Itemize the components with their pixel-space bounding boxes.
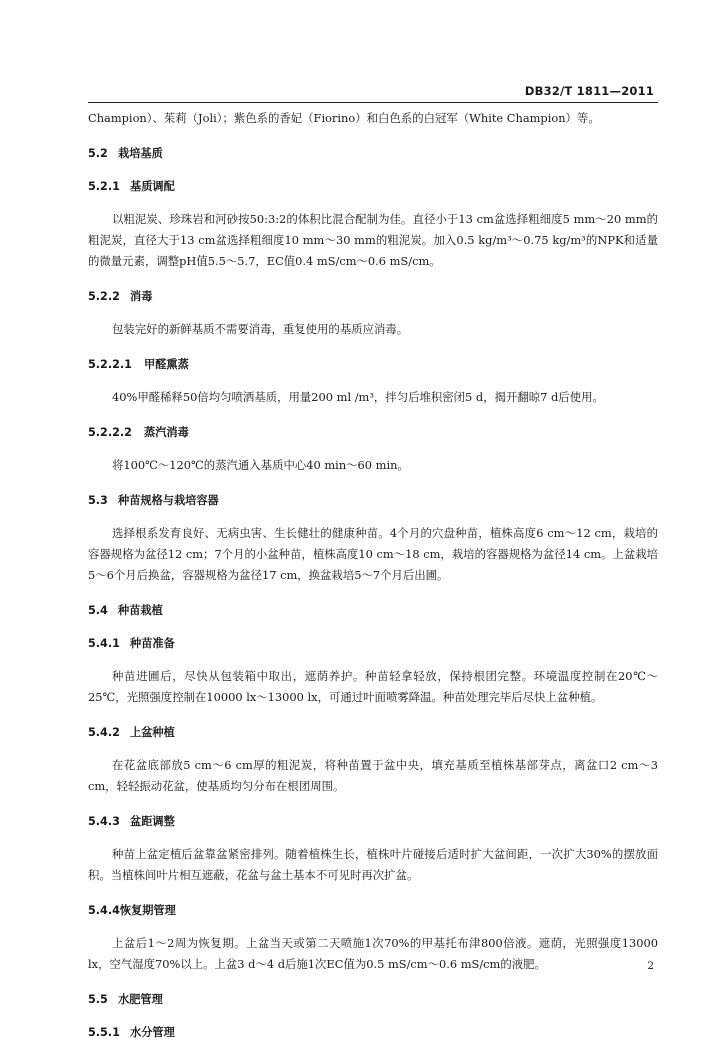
heading-number: 5.4.4 [88, 904, 120, 917]
heading-5-5-1 [88, 1022, 658, 1043]
heading-5-2-1 [88, 176, 658, 197]
document-body [88, 108, 658, 1043]
heading-number: 5.4 [88, 604, 108, 617]
paragraph-5-4-1: 种苗进圃后，尽快从包装箱中取出，遮荫养护。种苗轻拿轻放，保持根团完整。环境温度控制在20℃～25℃，光照强度控制在10000 lx～13000 lx，可通过叶面喷雾降温。种苗处理完毕后尽快上盆种植。 [88, 669, 658, 704]
heading-5-2-2-2 [88, 422, 658, 443]
heading-5-5 [88, 989, 658, 1010]
heading-title: 种苗栽植 [118, 604, 163, 617]
heading-title: 栽培基质 [118, 147, 163, 160]
paragraph-5-2-2-2: 将100℃～120℃的蒸汽通入基质中心40 min～60 min。 [112, 458, 409, 472]
paragraph-5-3: 选择根系发育良好、无病虫害、生长健壮的健康种苗。4个月的穴盘种苗，植株高度6 cm～12 cm，栽培的容器规格为盆径12 cm；7个月的小盆种苗，植株高度10 cm～18 cm，栽培的容器规格为盆径14 cm。上盆栽培5～6个月后换盆，容器规格为盆径17 cm，换盆栽培5～7个月后出圃。 [88, 526, 658, 582]
heading-title: 上盆种植 [130, 726, 175, 739]
heading-title: 盆距调整 [130, 815, 175, 828]
heading-title: 基质调配 [130, 180, 175, 193]
heading-5-4-2 [88, 722, 658, 743]
heading-number: 5.5 [88, 993, 108, 1006]
heading-title: 水分管理 [130, 1026, 175, 1039]
paragraph-5-4-4: 上盆后1～2周为恢复期。上盆当天或第二天喷施1次70%的甲基托布津800倍液。遮荫，光照强度13000 lx，空气湿度70%以上。上盆3 d～4 d后施1次EC值为0.5 mS/cm～0.6 mS/cm的液肥。 [88, 936, 658, 971]
heading-5-2 [88, 143, 658, 164]
header-rule [88, 102, 658, 103]
heading-5-4-1 [88, 633, 658, 654]
heading-title: 种苗准备 [130, 637, 175, 650]
heading-number: 5.4.3 [88, 815, 120, 828]
paragraph-5-4-3: 种苗上盆定植后盆靠盆紧密排列。随着植株生长，植株叶片碰接后适时扩大盆间距，一次扩大30%的摆放面积。当植株间叶片相互遮蔽，花盆与盆土基本不可见时再次扩盆。 [88, 847, 658, 882]
paragraph-5-2-2-1: 40%甲醛稀释50倍均匀喷洒基质，用量200 ml /m³，拌匀后堆积密闭5 d，揭开翻晾7 d后使用。 [112, 390, 604, 404]
standard-code: DB32/T 1811—2011 [524, 84, 654, 98]
paragraph-5-2-1: 以粗泥炭、珍珠岩和河砂按50:3:2的体积比混合配制为佳。直径小于13 cm盆选择粗细度5 mm～20 mm的粗泥炭，直径大于13 cm盆选择粗细度10 mm～30 mm的粗泥炭。加入0.5 kg/m³～0.75 kg/m³的NPK和适量的微量元素，调整pH值5.5～5.7，EC值0.4 mS/cm～0.6 mS/cm。 [88, 212, 658, 268]
heading-number: 5.2.2.2 [88, 426, 132, 439]
heading-number: 5.4.2 [88, 726, 120, 739]
heading-number: 5.3 [88, 494, 108, 507]
heading-title: 甲醛熏蒸 [144, 358, 189, 371]
heading-title: 种苗规格与栽培容器 [118, 494, 219, 507]
heading-5-4-4 [88, 900, 658, 921]
heading-title: 消毒 [130, 290, 153, 303]
heading-5-4 [88, 600, 658, 621]
heading-title: 恢复期管理 [119, 904, 176, 917]
paragraph-intro: Champion）、茱莉（Joli）；紫色系的香妃（Fiorino）和白色系的白冠军（White Champion）等。 [88, 111, 600, 125]
paragraph-5-2-2: 包装完好的新鲜基质不需要消毒，重复使用的基质应消毒。 [112, 322, 409, 336]
heading-number: 5.2 [88, 147, 108, 160]
heading-number: 5.2.2.1 [88, 358, 132, 371]
heading-5-2-2-1 [88, 354, 658, 375]
heading-5-4-3 [88, 811, 658, 832]
heading-title: 蒸汽消毒 [144, 426, 189, 439]
heading-number: 5.2.1 [88, 180, 120, 193]
heading-number: 5.5.1 [88, 1026, 120, 1039]
heading-title: 水肥管理 [118, 993, 163, 1006]
paragraph-5-4-2: 在花盆底部放5 cm～6 cm厚的粗泥炭，将种苗置于盆中央，填充基质至植株基部芽点，离盆口2 cm～3 cm，轻轻振动花盆，使基质均匀分布在根团周围。 [88, 758, 658, 793]
heading-5-2-2 [88, 286, 658, 307]
heading-number: 5.4.1 [88, 637, 120, 650]
page-number: 2 [647, 960, 654, 972]
heading-number: 5.2.2 [88, 290, 120, 303]
heading-5-3 [88, 490, 658, 511]
